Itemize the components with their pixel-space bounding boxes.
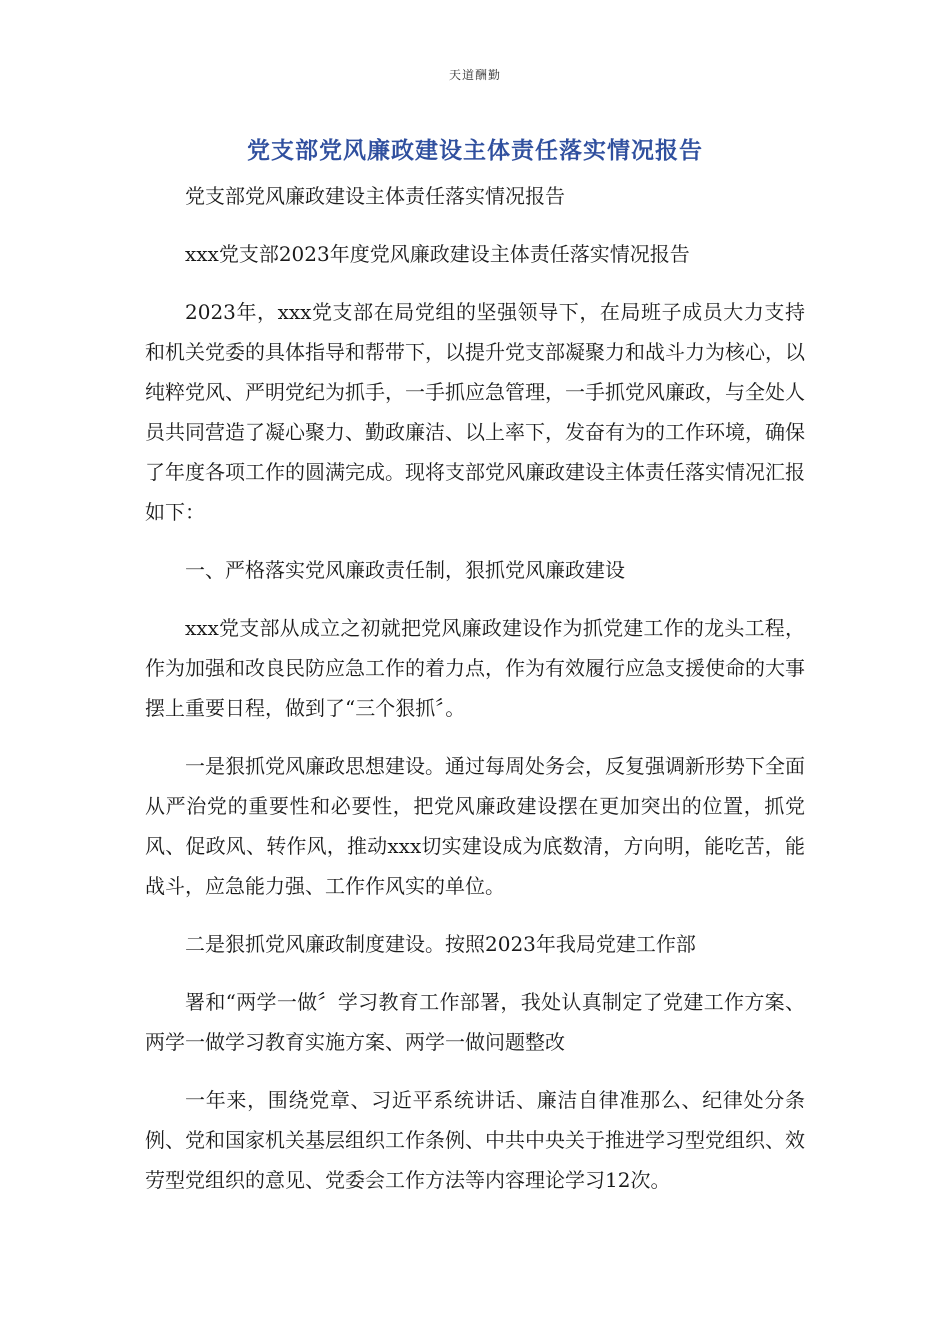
paragraph-8: 署和“两学一做〞学习教育工作部署，我处认真制定了党建工作方案、两学一做学习教育实施方案、两学一做问题整改 [145,990,805,1054]
paragraph-5: xxx党支部从成立之初就把党风廉政建设作为抓党建工作的龙头工程，作为加强和改良民防应急工作的着力点，作为有效履行应急支援使命的大事摆上重要日程，做到了“三个狠抓〞。 [145,616,805,720]
paragraph-3: 2023年，xxx党支部在局党组的坚强领导下，在局班子成员大力支持和机关党委的具体指导和帮带下，以提升党支部凝聚力和战斗力为核心，以纯粹党风、严明党纪为抓手，一手抓应急管理，一手抓党风廉政，与全处人员共同营造了凝心聚力、勤政廉洁、以上率下，发奋有为的工作环境，确保了年度各项工作的圆满完成。现将支部党风廉政建设主体责任落实情况汇报如下： [145,300,805,524]
paragraph-1: 党支部党风廉政建设主体责任落实情况报告 [185,184,565,208]
paragraph-6: 一是狠抓党风廉政思想建设。通过每周处务会，反复强调新形势下全面从严治党的重要性和必要性，把党风廉政建设摆在更加突出的位置，抓党风、促政风、转作风，推动xxx切实建设成为底数清，方向明，能吃苦，能战斗，应急能力强、工作作风实的单位。 [145,754,805,898]
document-title: 党支部党风廉政建设主体责任落实情况报告 [247,138,703,164]
document-body [145,176,805,1218]
paragraph-9: 一年来，围绕党章、习近平系统讲话、廉洁自律准那么、纪律处分条例、党和国家机关基层组织工作条例、中共中央关于推进学习型党组织、效劳型党组织的意见、党委会工作方法等内容理论学习12次。 [145,1088,805,1192]
section-heading-1: 一、严格落实党风廉政责任制，狠抓党风廉政建设 [185,558,625,582]
page-header: 天道酬勤 [448,68,501,82]
paragraph-7: 二是狠抓党风廉政制度建设。按照2023年我局党建工作部 [185,932,696,956]
paragraph-2: xxx党支部2023年度党风廉政建设主体责任落实情况报告 [185,242,690,266]
